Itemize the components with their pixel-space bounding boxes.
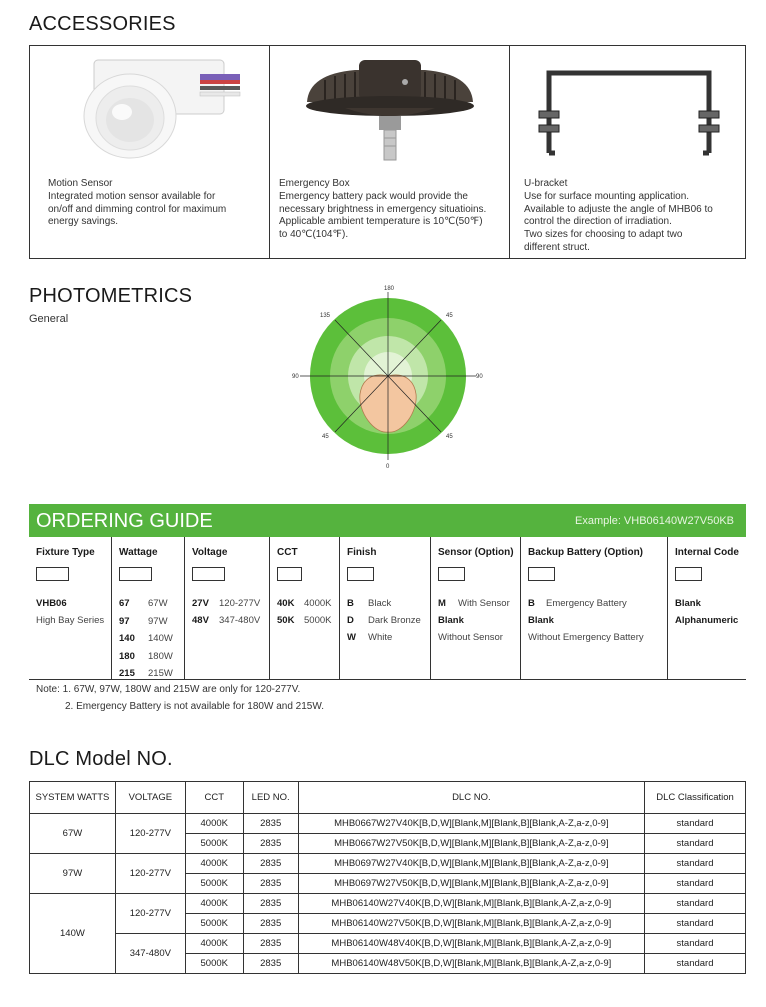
classification-cell: standard (645, 854, 746, 874)
code: 67 (119, 598, 130, 609)
desc: High Bay Series (36, 615, 105, 626)
desc: Dark Bronze (368, 615, 421, 626)
desc: Without Sensor (438, 632, 503, 643)
led-cell: 2835 (243, 894, 298, 914)
table-row (30, 814, 746, 834)
led-cell: 2835 (243, 874, 298, 894)
code: 27V (192, 598, 209, 609)
col-finish (339, 537, 431, 679)
table-row (30, 934, 746, 954)
dlc-no-cell: MHB06140W27V50K[B,D,W][Blank,M][Blank,B][Blank,A-Z,a-z,0-9] (298, 914, 644, 934)
watts-cell: 97W (30, 854, 116, 894)
code: Blank (438, 615, 464, 626)
col-backup-battery (520, 537, 668, 679)
angle-label-0: 0 (386, 464, 390, 470)
code: 97 (119, 615, 130, 627)
dlc-table (29, 781, 746, 974)
photometric-diagram (280, 282, 500, 472)
led-cell: 2835 (243, 814, 298, 834)
dlc-no-cell: MHB0667W27V50K[B,D,W][Blank,M][Blank,B][Blank,A-Z,a-z,0-9] (298, 834, 644, 854)
cct-cell: 4000K (185, 894, 243, 914)
desc: 347-480V (219, 615, 261, 626)
led-cell: 2835 (243, 914, 298, 934)
code: 48V (192, 615, 209, 626)
ordering-note-2: 2. Emergency Battery is not available for 180W and 215W. (65, 701, 325, 712)
code: VHB06 (36, 598, 67, 609)
code: Blank (528, 615, 554, 626)
cct-cell: 5000K (185, 834, 243, 854)
emergency-box-image (295, 54, 485, 166)
angle-label-90-right: 90 (476, 374, 483, 380)
code: B (347, 598, 354, 609)
angle-label-180: 180 (384, 286, 395, 292)
motion-sensor-line: on/off and dimming control for maximum (48, 203, 227, 215)
angle-label-135: 135 (320, 313, 331, 319)
code: 140 (119, 633, 135, 644)
option-box (36, 567, 69, 581)
dlc-no-cell: MHB0697W27V40K[B,D,W][Blank,M][Blank,B][Blank,A-Z,a-z,0-9] (298, 854, 644, 874)
emergency-box-name: Emergency Box (279, 178, 350, 189)
emergency-box-line: Emergency battery pack would provide the (279, 190, 468, 202)
watts-cell: 140W (30, 894, 116, 974)
desc: 67W (148, 598, 168, 609)
u-bracket-line: Two sizes for choosing to adapt two (524, 229, 683, 241)
emergency-box-text (279, 178, 486, 242)
classification-cell: standard (645, 814, 746, 834)
dlc-header-cell: DLC Classification (645, 782, 746, 814)
col-wattage (111, 537, 185, 679)
option-box (528, 567, 555, 581)
option-box (192, 567, 225, 581)
led-cell: 2835 (243, 834, 298, 854)
col-values (192, 595, 260, 629)
photometrics-subtitle: General (29, 313, 69, 325)
dlc-no-cell: MHB06140W27V40K[B,D,W][Blank,M][Blank,B][Blank,A-Z,a-z,0-9] (298, 894, 644, 914)
code: Blank (675, 598, 701, 609)
accessory-motion-sensor (30, 46, 269, 258)
motion-sensor-image (60, 56, 250, 166)
col-values (119, 595, 173, 683)
col-values (528, 595, 644, 646)
col-header: Finish (347, 547, 377, 558)
accessories-title: ACCESSORIES (29, 13, 176, 35)
desc: 97W (148, 615, 168, 627)
ordering-guide-title: ORDERING GUIDE (36, 510, 213, 532)
desc: 180W (148, 650, 173, 662)
u-bracket-line: Use for surface mounting application. (524, 190, 690, 202)
option-box (347, 567, 374, 581)
dlc-header-cell: LED NO. (243, 782, 298, 814)
code: 40K (277, 598, 295, 609)
classification-cell: standard (645, 914, 746, 934)
classification-cell: standard (645, 954, 746, 974)
ordering-example: Example: VHB06140W27V50KB (575, 515, 734, 527)
u-bracket-image (535, 61, 725, 161)
table-row (30, 894, 746, 914)
accessory-emergency-box (269, 46, 510, 258)
accessories-panel (29, 45, 746, 259)
desc: 215W (148, 668, 173, 679)
desc: White (368, 632, 393, 643)
ordering-note-1: Note: 1. 67W, 97W, 180W and 215W are only for 120-277V. (36, 684, 301, 695)
motion-sensor-line: Integrated motion sensor available for (48, 190, 216, 202)
cct-cell: 5000K (185, 954, 243, 974)
option-box (119, 567, 152, 581)
classification-cell: standard (645, 934, 746, 954)
desc: Without Emergency Battery (528, 632, 644, 643)
emergency-box-line: Applicable ambient temperature is 10℃(50℉) (279, 216, 483, 228)
dlc-no-cell: MHB06140W48V50K[B,D,W][Blank,M][Blank,B][Blank,A-Z,a-z,0-9] (298, 954, 644, 974)
dlc-title: DLC Model NO. (29, 748, 173, 770)
code: D (347, 615, 354, 626)
col-values (347, 595, 421, 646)
voltage-cell: 347-480V (115, 934, 185, 974)
desc: 120-277V (219, 598, 261, 609)
u-bracket-name: U-bracket (524, 178, 568, 189)
dlc-header-cell: SYSTEM WATTS (30, 782, 116, 814)
voltage-cell: 120-277V (115, 814, 185, 854)
code: 215 (119, 668, 135, 679)
cct-cell: 5000K (185, 914, 243, 934)
col-values (438, 595, 510, 646)
dlc-no-cell: MHB0697W27V50K[B,D,W][Blank,M][Blank,B][Blank,A-Z,a-z,0-9] (298, 874, 644, 894)
ordering-table (29, 537, 746, 680)
voltage-cell: 120-277V (115, 854, 185, 894)
col-cct (269, 537, 340, 679)
code: W (347, 632, 356, 643)
ordering-guide-header (29, 504, 746, 537)
dlc-header-cell: VOLTAGE (115, 782, 185, 814)
option-box (438, 567, 465, 581)
dlc-no-cell: MHB06140W48V40K[B,D,W][Blank,M][Blank,B][Blank,A-Z,a-z,0-9] (298, 934, 644, 954)
col-internal-code (667, 537, 747, 679)
dlc-header-cell: CCT (185, 782, 243, 814)
classification-cell: standard (645, 874, 746, 894)
desc: 140W (148, 633, 173, 644)
emergency-box-line: to 40℃(104℉). (279, 229, 349, 241)
classification-cell: standard (645, 834, 746, 854)
dlc-header-cell: DLC NO. (298, 782, 644, 814)
led-cell: 2835 (243, 854, 298, 874)
u-bracket-line: Available to adjuste the angle of MHB06 to (524, 203, 713, 215)
angle-label-45-right: 45 (446, 434, 453, 440)
motion-sensor-text (48, 178, 226, 229)
cct-cell: 5000K (185, 874, 243, 894)
angle-label-90-left: 90 (292, 374, 299, 380)
watts-cell: 67W (30, 814, 116, 854)
col-fixture-type (29, 537, 111, 679)
col-voltage (184, 537, 270, 679)
motion-sensor-line: energy savings. (48, 216, 119, 228)
code: 50K (277, 615, 295, 626)
col-header: Sensor (Option) (438, 547, 514, 558)
col-values (277, 595, 331, 629)
col-header: Backup Battery (Option) (528, 547, 644, 558)
col-values (36, 595, 104, 629)
photometrics-title: PHOTOMETRICS (29, 285, 193, 307)
col-sensor (430, 537, 521, 679)
desc: 4000K (304, 598, 332, 609)
col-header: CCT (277, 547, 298, 558)
angle-label-45-top: 45 (446, 313, 453, 319)
col-header: Internal Code (675, 547, 739, 558)
classification-cell: standard (645, 894, 746, 914)
col-header: Wattage (119, 547, 158, 558)
angle-label-45-left: 45 (322, 434, 329, 440)
desc: With Sensor (458, 598, 510, 609)
option-box (675, 567, 702, 581)
col-values (675, 595, 738, 629)
accessory-u-bracket (509, 46, 746, 258)
code: 180 (119, 650, 135, 662)
code: M (438, 598, 446, 609)
dlc-header-row (30, 782, 746, 814)
desc: 5000K (304, 615, 332, 626)
desc: Black (368, 598, 392, 609)
led-cell: 2835 (243, 954, 298, 974)
option-box (277, 567, 302, 581)
cct-cell: 4000K (185, 814, 243, 834)
motion-sensor-name: Motion Sensor (48, 178, 113, 189)
cct-cell: 4000K (185, 934, 243, 954)
desc: Emergency Battery (546, 598, 627, 609)
dlc-no-cell: MHB0667W27V40K[B,D,W][Blank,M][Blank,B][Blank,A-Z,a-z,0-9] (298, 814, 644, 834)
col-header: Voltage (192, 547, 228, 558)
code: B (528, 598, 535, 609)
emergency-box-line: necessary brightness in emergency situatioins. (279, 203, 487, 215)
col-header: Fixture Type (36, 547, 95, 558)
code: Alphanumeric (675, 615, 739, 626)
u-bracket-text (524, 178, 713, 255)
voltage-cell: 120-277V (115, 894, 185, 934)
cct-cell: 4000K (185, 854, 243, 874)
led-cell: 2835 (243, 934, 298, 954)
u-bracket-line: different struct. (524, 241, 590, 253)
table-row (30, 854, 746, 874)
u-bracket-line: control the direction of irradiation. (524, 216, 672, 228)
